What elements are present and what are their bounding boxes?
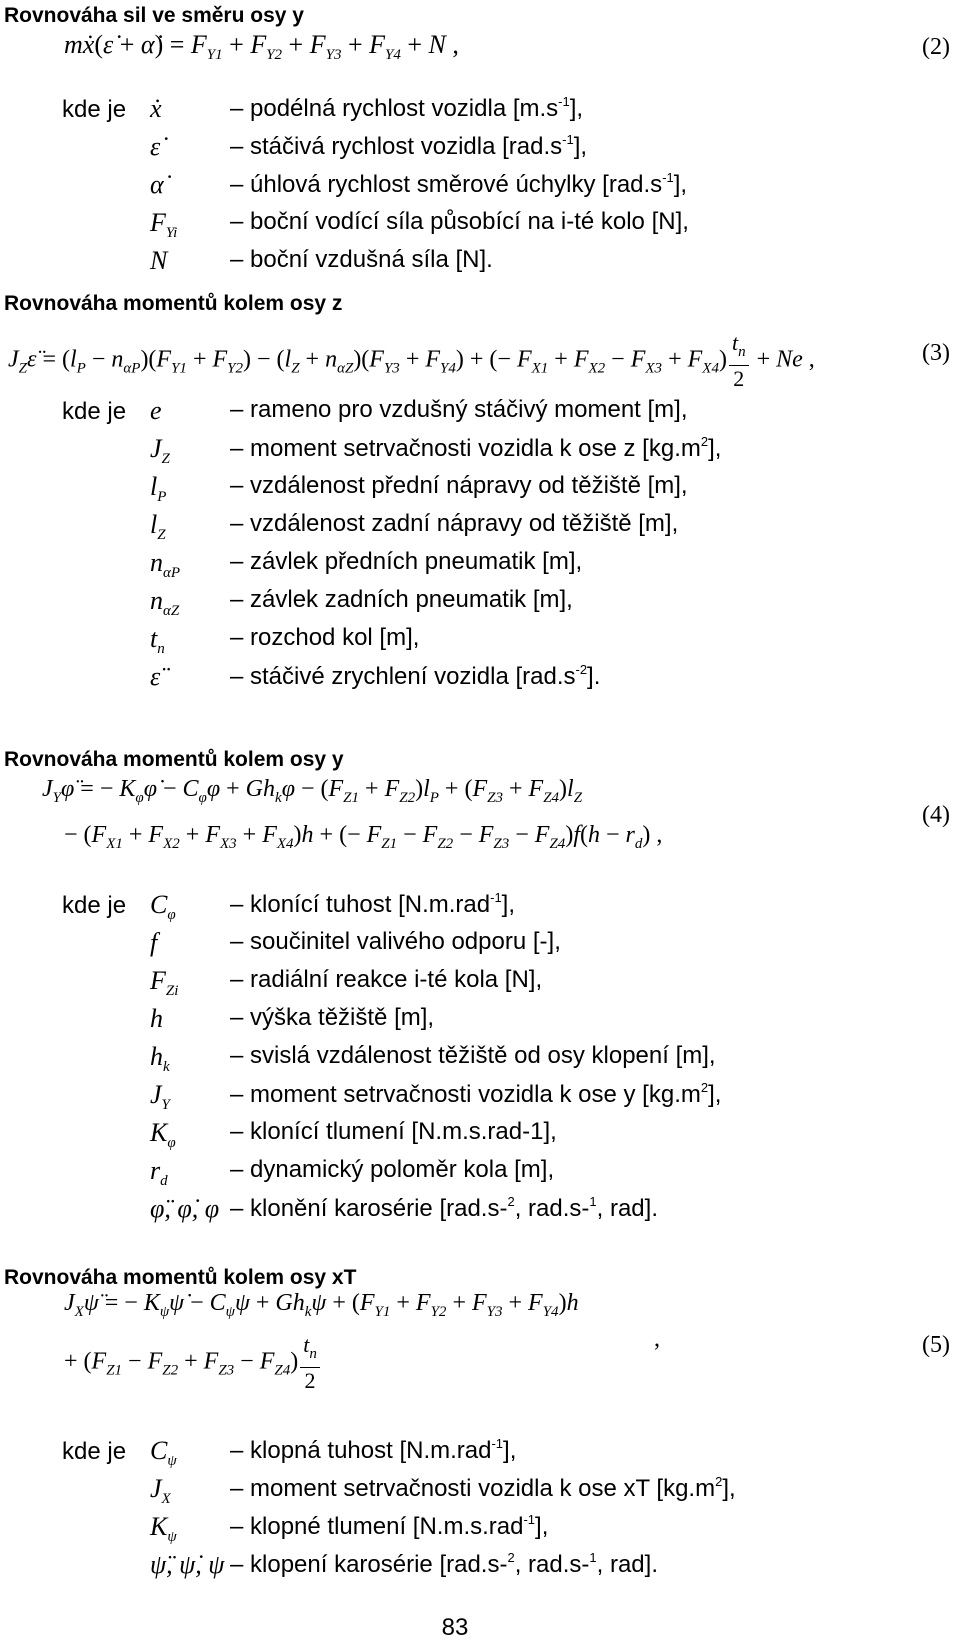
equation-number-4: (4): [922, 802, 950, 828]
definition-description: – závlek předních pneumatik [m],: [230, 548, 583, 575]
definition-description: – klonící tuhost [N.m.rad$^{-1}$],: [230, 890, 516, 918]
definition-row: [0, 662, 960, 698]
definition-symbol: $l_P$: [150, 472, 167, 505]
definition-row: [0, 1118, 960, 1154]
definition-symbol: α̇: [150, 170, 164, 199]
where-label: kde je: [62, 1438, 127, 1465]
definition-row: [0, 1080, 960, 1116]
definition-row: [0, 1156, 960, 1192]
definition-symbol-subscript: Z: [161, 451, 170, 467]
section-heading-xt-moments: Rovnováha momentů kolem osy xT: [4, 1266, 357, 1289]
definition-row: [0, 208, 960, 244]
definition-symbol: f: [150, 928, 158, 957]
definition-symbol: $n_{\alpha Z}$: [150, 586, 180, 619]
definition-description: – stáčivá rychlost vozidla $[rad.s^{-1}]$,: [230, 132, 588, 160]
definition-description: – vzdálenost zadní nápravy od těžiště [m],: [230, 510, 679, 537]
definition-symbol-subscript: k: [163, 1059, 170, 1075]
definition-row: [0, 170, 960, 206]
page-number: 83: [441, 1614, 469, 1641]
section-heading-z-moments: Rovnováha momentů kolem osy z: [4, 292, 343, 315]
definition-symbol: ẋ: [150, 94, 162, 123]
definition-description: – výška těžiště [m],: [230, 1004, 435, 1031]
definition-row: [0, 246, 960, 282]
equation-number-3: (3): [922, 340, 950, 366]
definition-symbol-subscript: Y: [161, 1097, 170, 1113]
definition-symbol: $h_k$: [150, 1042, 170, 1075]
definition-row: [0, 396, 960, 432]
definition-symbol: h: [150, 1004, 163, 1033]
definition-row: [0, 1474, 960, 1510]
definition-row: [0, 928, 960, 964]
definition-row: [0, 472, 960, 508]
definition-description: – dynamický poloměr kola [m],: [230, 1156, 555, 1183]
definition-symbol-subscript: αZ: [163, 603, 180, 619]
definition-description: – rozchod kol [m],: [230, 624, 420, 651]
definition-symbol: ψ̈, ψ̇, ψ: [150, 1550, 225, 1579]
definition-description: – klopení karosérie [rad.s-$^2$, rad.s-$^1$, rad].: [230, 1550, 658, 1578]
section-heading-y-moments: Rovnováha momentů kolem osy y: [4, 748, 344, 771]
definition-row: [0, 548, 960, 584]
where-label: kde je: [62, 96, 127, 123]
definition-row: [0, 966, 960, 1002]
definition-symbol: $J_Y$: [150, 1080, 170, 1113]
equation-5-line-2: + $(F_{Z1} - F_{Z2} + F_{Z3} - F_{Z4})$ $\frac{t_n}{2}$: [64, 1332, 322, 1394]
equation-4-line-1: $J_Y\varphï$ = − $K_\varphi\varphi̇ - C_\varphi\varphi + Gh_k\varphi - (F_{Z1} + F_{Z2})l_P + (F_{Z3} + F_{Z4})l_Z$: [42, 776, 583, 806]
definition-description: – součinitel valivého odporu [-],: [230, 928, 561, 955]
definition-symbol: $C_\varphi$: [150, 890, 176, 923]
definition-symbol: $n_{\alpha P}$: [150, 548, 181, 581]
definition-row: [0, 510, 960, 546]
definition-row: [0, 624, 960, 660]
definition-row: [0, 1042, 960, 1078]
definition-symbol-subscript: Zi: [165, 983, 179, 999]
definition-description: – klonění karosérie [rad.s-$^2$, rad.s-$^1$, rad].: [230, 1194, 658, 1222]
definition-symbol: $F_{Yi}$: [150, 208, 178, 241]
definition-symbol-subscript: αP: [163, 565, 181, 581]
definition-symbol: $C_\psi$: [150, 1436, 177, 1469]
definition-symbol: N: [150, 246, 168, 275]
definition-symbol-subscript: φ: [167, 907, 176, 923]
definition-description: – svislá vzdálenost těžiště od osy klopení [m],: [230, 1042, 716, 1069]
equation-5-comma: ,: [654, 1326, 660, 1352]
definition-symbol: $r_d$: [150, 1156, 168, 1189]
definition-symbol-subscript: φ: [167, 1135, 176, 1151]
definition-symbol-subscript: d: [160, 1173, 168, 1189]
definition-description: – úhlová rychlost směrové úchylky $[rad.s^{-1}]$,: [230, 170, 688, 198]
definition-description: – klopná tuhost [N.m.rad$^{-1}$],: [230, 1436, 517, 1464]
definition-description: – závlek zadních pneumatik [m],: [230, 586, 573, 613]
equation-5-line-1: $J_X\psï$ = − $K_\psi\psi̇ - C_\psi\psi + Gh_k\psi + (F_{Y1} + F_{Y2} + F_{Y3} + F_{Y4})h$: [64, 1290, 579, 1320]
equation-2: mẋ(ε̇ + α̇) = $F_{Y1} + F_{Y2} + F_{Y3} + F_{Y4} + N$ ,: [64, 30, 459, 63]
definition-symbol: $t_n$: [150, 624, 165, 657]
definition-symbol: $K_\varphi$: [150, 1118, 176, 1151]
definition-symbol: $J_X$: [150, 1474, 171, 1507]
definition-symbol-subscript: ψ: [167, 1529, 177, 1545]
definition-symbol-subscript: Z: [157, 527, 166, 543]
definition-symbol: ε̈: [150, 662, 161, 691]
equation-3: $J_Z\varepsilon̈ = (l_P - n_{\alpha P})(F_{Y1} + F_{Y2}) - (l_Z + n_{\alpha Z})(F_{Y3} + F_{Y4})$ + (− $F_{X1} + F_{X2} - F_{X3} + F_{X4}$) $\frac{t_n}{2}$ + Ne ,: [8, 330, 815, 391]
definition-description: – rameno pro vzdušný stáčivý moment [m],: [230, 396, 688, 423]
where-label: kde je: [62, 892, 127, 919]
where-label: kde je: [62, 398, 127, 425]
definition-row: [0, 1436, 960, 1472]
equation-number-2: (2): [922, 34, 950, 60]
definition-row: [0, 1194, 960, 1230]
definition-row: [0, 586, 960, 622]
definition-row: [0, 434, 960, 470]
definition-symbol-subscript: X: [161, 1491, 171, 1507]
definition-symbol-subscript: P: [157, 489, 167, 505]
definition-symbol: φ̈, φ̇, φ: [150, 1194, 220, 1223]
definition-description: – moment setrvačnosti vozidla k ose z $[kg.m^2]$,: [230, 434, 722, 462]
definition-row: [0, 94, 960, 130]
definition-description: – podélná rychlost vozidla $[m.s^{-1}]$,: [230, 94, 584, 122]
definition-row: [0, 132, 960, 168]
definition-description: – klopné tlumení [N.m.s.rad$^{-1}$],: [230, 1512, 549, 1540]
definition-symbol-subscript: n: [157, 641, 165, 657]
definition-symbol: $l_Z$: [150, 510, 166, 543]
definition-symbol-subscript: ψ: [167, 1453, 177, 1469]
definition-description: – vzdálenost přední nápravy od těžiště [m],: [230, 472, 688, 499]
definition-row: [0, 890, 960, 926]
definition-symbol: $F_{Zi}$: [150, 966, 179, 999]
definition-row: [0, 1550, 960, 1586]
definition-symbol: $J_Z$: [150, 434, 170, 467]
equation-number-5: (5): [922, 1332, 950, 1358]
definition-description: – boční vzdušná síla [N].: [230, 246, 493, 273]
definition-description: – moment setrvačnosti vozidla k ose y $[kg.m^2]$,: [230, 1080, 722, 1108]
definition-description: – klonící tlumení [N.m.s.rad-1],: [230, 1118, 557, 1145]
definition-symbol-subscript: Yi: [165, 225, 178, 241]
definition-symbol: e: [150, 396, 162, 425]
definition-row: [0, 1004, 960, 1040]
definition-symbol: $K_\psi$: [150, 1512, 177, 1545]
definition-description: – moment setrvačnosti vozidla k ose xT $[kg.m^2]$,: [230, 1474, 736, 1502]
section-heading-y-forces: Rovnováha sil ve směru osy y: [4, 4, 304, 27]
definition-description: – radiální reakce i-té kola [N],: [230, 966, 543, 993]
equation-4-line-2: − $(F_{X1} + F_{X2} + F_{X3} + F_{X4})h$ + (− $F_{Z1} - F_{Z2} - F_{Z3} - F_{Z4})f(h - r_d)$ ,: [64, 822, 663, 852]
definition-row: [0, 1512, 960, 1548]
definition-description: – stáčivé zrychlení vozidla $[rad.s^{-2}]$.: [230, 662, 601, 690]
definition-symbol: ε̇: [150, 132, 161, 161]
definition-description: – boční vodící síla působící na i-té kolo [N],: [230, 208, 689, 235]
